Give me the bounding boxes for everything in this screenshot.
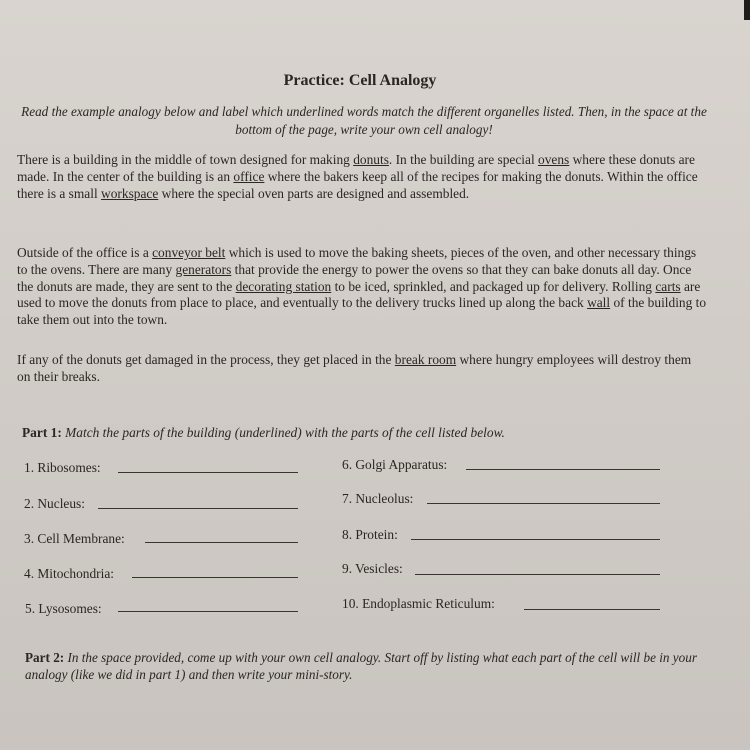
story-text: . In the building are special (388, 152, 539, 167)
underlined-term-carts: carts (655, 278, 681, 294)
item-protein-label: 8. Protein: (342, 527, 398, 542)
underlined-term-wall: wall (587, 295, 611, 311)
underlined-term-workspace: workspace (101, 185, 159, 201)
story-text: where the bakers keep all of the recipes for making the donuts. Within the office there is a small (17, 168, 698, 201)
story-text: There is a building in the middle of town designed for making (17, 152, 354, 167)
part2-instructions (25, 649, 705, 683)
story-text: to be iced, sprinkled, and packaged up for delivery. Rolling (331, 278, 656, 294)
item-golgi-label: 6. Golgi Apparatus: (342, 457, 448, 472)
answer-line-cell-membrane[interactable] (145, 542, 298, 543)
part1-instruction: Match the parts of the building (underlined) with the parts of the cell listed below. (61, 425, 505, 440)
story-text: If any of the donuts get damaged in the process, they get placed in the (17, 352, 395, 367)
story-paragraph-3 (17, 352, 707, 386)
answer-line-vesicles[interactable] (415, 574, 660, 575)
part2-label: Part 2: (25, 650, 65, 665)
story-text: where the special oven parts are designed and assembled. (158, 185, 470, 201)
intro-instructions: Read the example analogy below and label which underlined words match the different organelles listed. Then, in the space at the bottom of the page, write your own cell analogy! (21, 104, 707, 137)
underlined-term-generators: generators (175, 261, 232, 277)
story-text: where hungry employees will destroy them on their breaks. (17, 352, 692, 384)
story-text: that provide the energy to power the ovens so that they can bake donuts all day. Once the donuts are made, they are sent to the (17, 261, 692, 294)
underlined-term-donuts: donuts (353, 152, 389, 167)
answer-line-protein[interactable] (411, 539, 660, 540)
item-vesicles-label: 9. Vesicles: (342, 561, 403, 576)
story-text: of the building to take them out into the town. (17, 295, 707, 328)
underlined-term-office: office (233, 168, 265, 184)
answer-line-ribosomes[interactable] (118, 472, 298, 473)
answer-line-lysosomes[interactable] (118, 611, 298, 612)
part1-heading (22, 425, 712, 441)
item-er-label: 10. Endoplasmic Reticulum: (342, 596, 495, 611)
item-nucleolus-label: 7. Nucleolus: (342, 491, 414, 506)
answer-line-er[interactable] (524, 609, 660, 610)
underlined-term-ovens: ovens (538, 152, 570, 167)
story-text: Outside of the office is a (17, 245, 153, 260)
item-nucleus-label: 2. Nucleus: (24, 496, 85, 511)
story-text: which is used to move the baking sheets, pieces of the oven, and other necessary things to the ovens. There are many (17, 245, 697, 277)
answer-line-nucleus[interactable] (98, 508, 298, 509)
part1-label: Part 1: (22, 425, 62, 440)
underlined-term-conveyor-belt: conveyor belt (152, 245, 226, 260)
page-corner-shadow (744, 0, 750, 20)
story-text: where these donuts are made. In the center of the building is an (17, 152, 695, 184)
page-title: Practice: Cell Analogy (283, 72, 437, 89)
part2-instruction: In the space provided, come up with your own cell analogy. Start off by listing what each part of the cell will be in your analogy (like we did in part 1) and then write your mini-story. (25, 650, 697, 682)
item-mitochondria-label: 4. Mitochondria: (24, 566, 115, 581)
underlined-term-decorating-station: decorating station (235, 278, 332, 294)
story-paragraph-2 (17, 245, 707, 329)
item-ribosomes-label: 1. Ribosomes: (24, 460, 101, 475)
story-text: are used to move the donuts from place to place, and eventually to the delivery trucks lined up along the back (17, 278, 701, 311)
answer-line-golgi[interactable] (466, 469, 660, 470)
underlined-term-break-room: break room (394, 352, 457, 367)
answer-line-mitochondria[interactable] (132, 577, 298, 578)
answer-line-nucleolus[interactable] (427, 503, 660, 504)
item-cell-membrane-label: 3. Cell Membrane: (24, 531, 125, 546)
story-paragraph-1 (17, 152, 707, 202)
item-lysosomes-label: 5. Lysosomes: (25, 601, 102, 616)
